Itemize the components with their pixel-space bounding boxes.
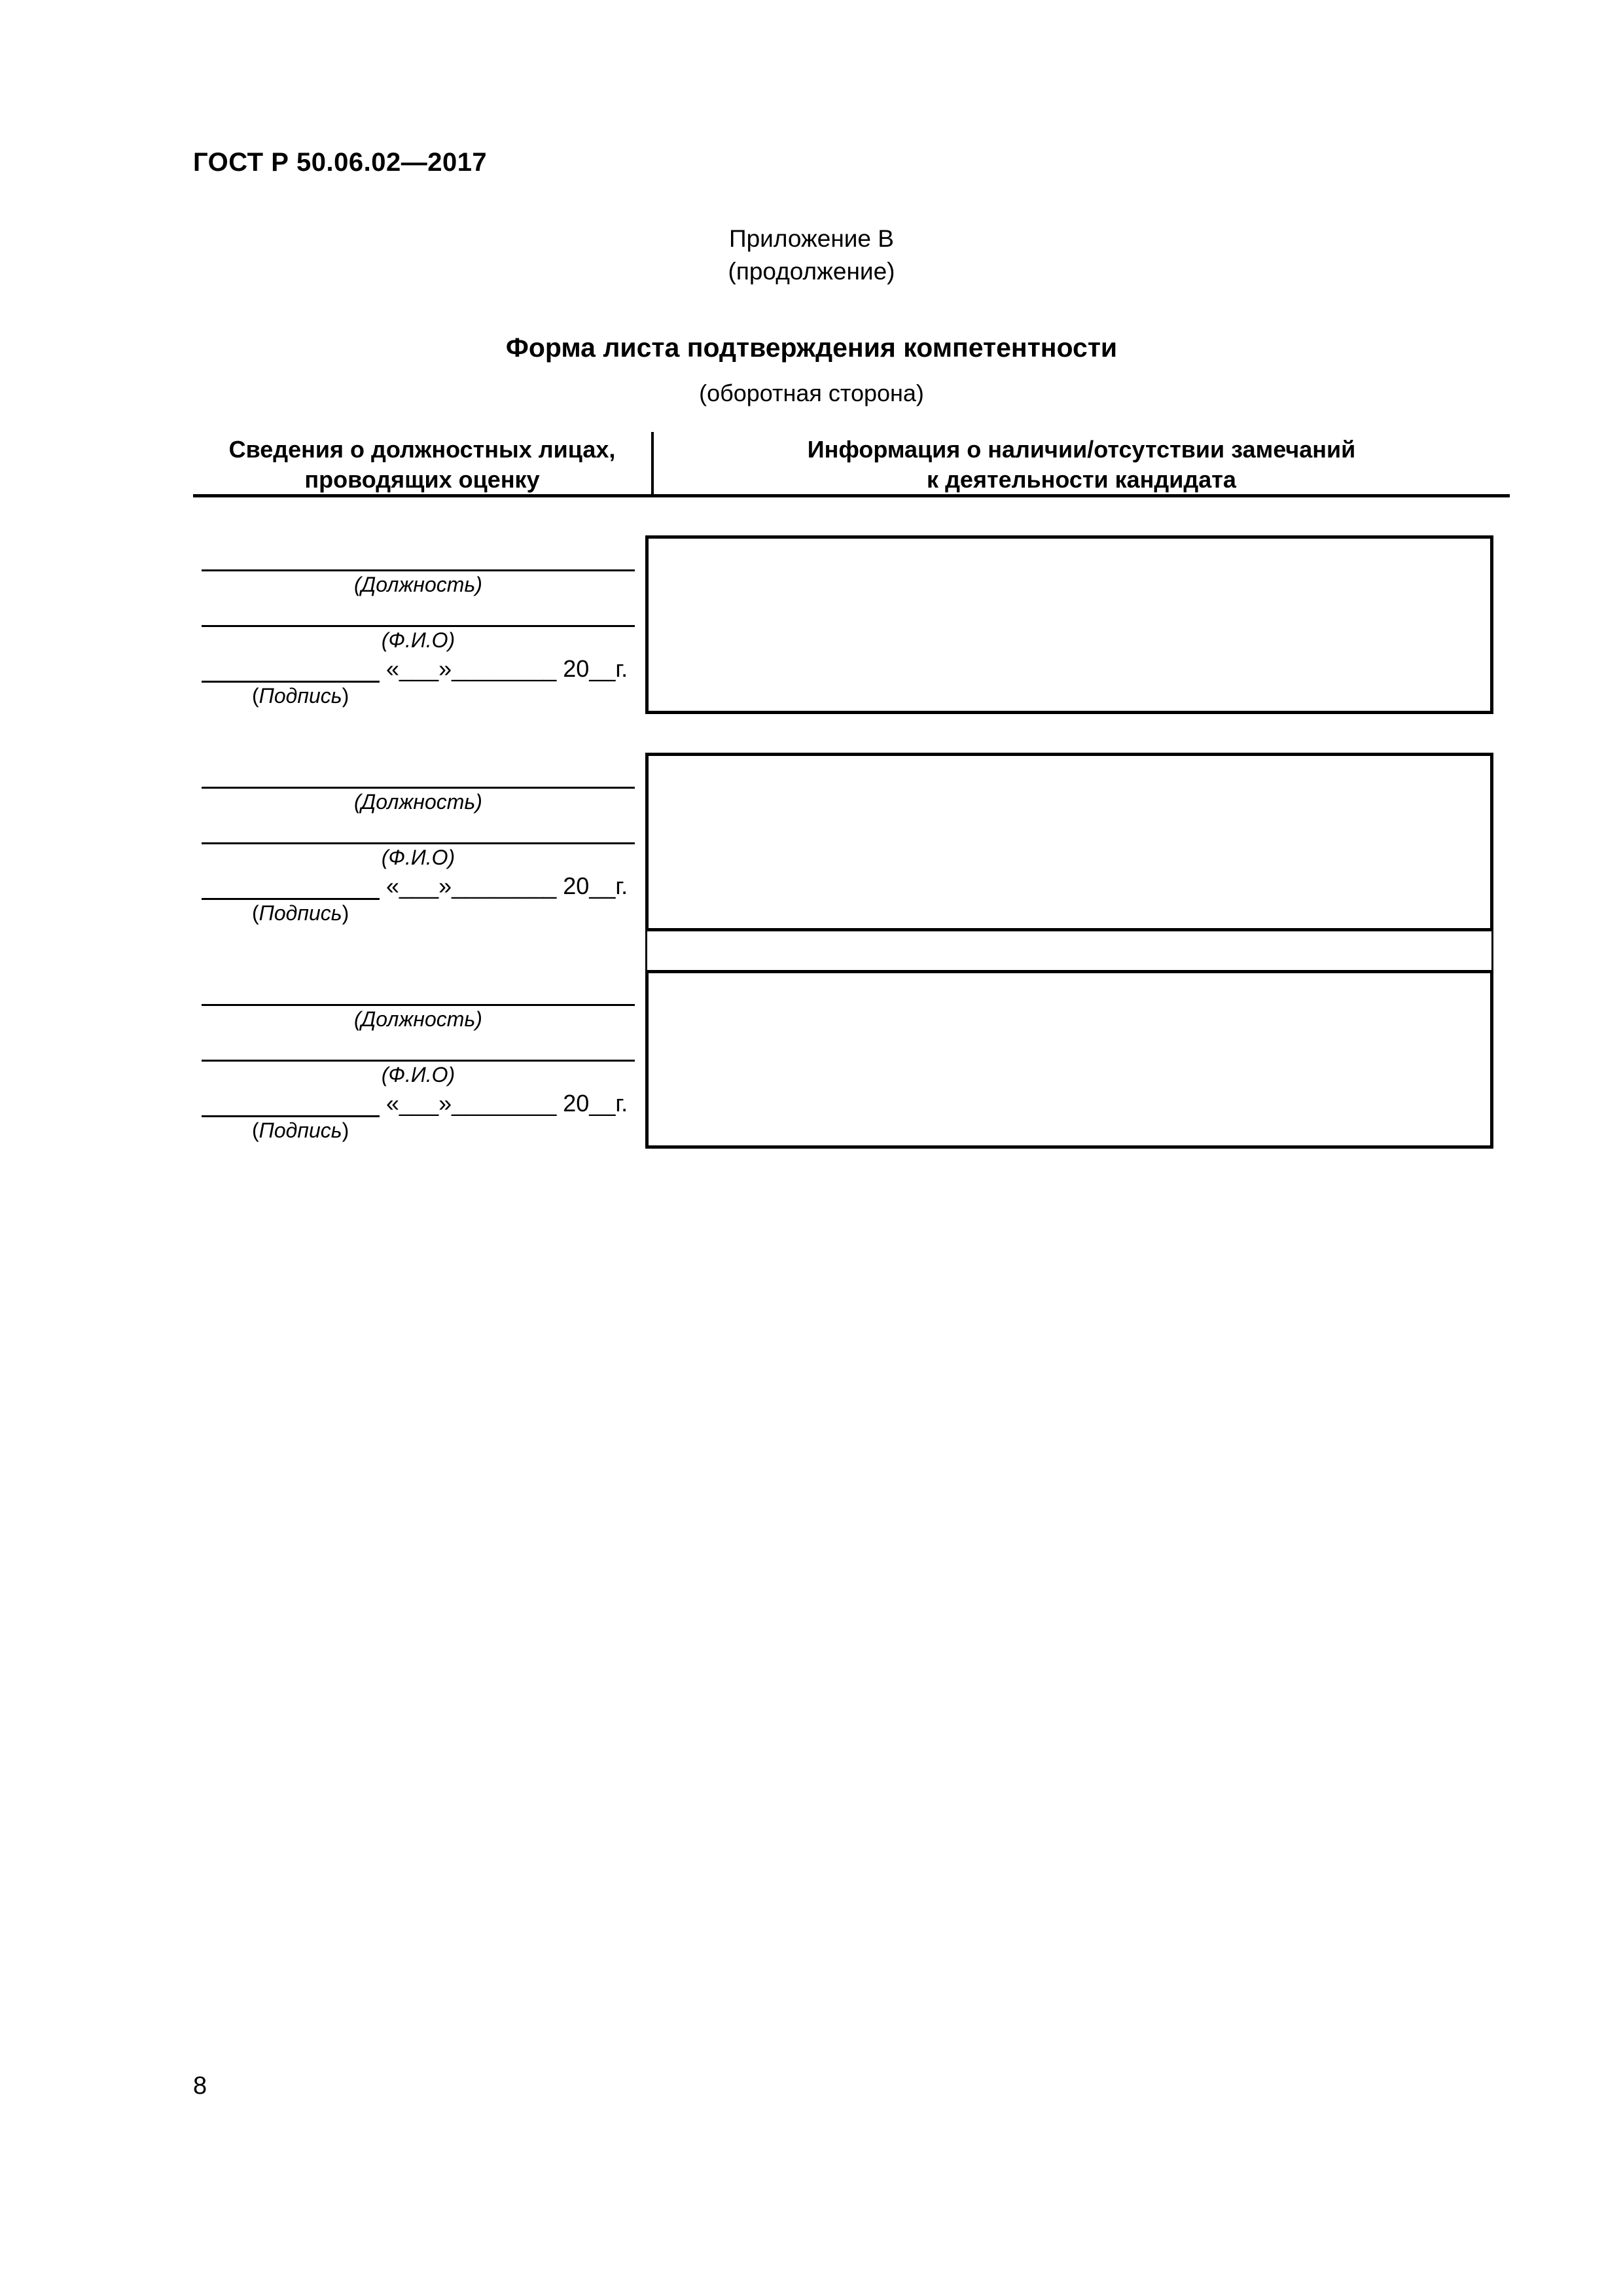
remarks-box-gap xyxy=(645,931,1493,971)
column-header-remarks-line1: Информация о наличии/отсутствии замечаний xyxy=(807,436,1356,463)
signature-caption-3: (Подпись) xyxy=(252,1119,349,1142)
column-divider xyxy=(651,432,654,495)
column-header-officials xyxy=(193,435,651,495)
date-field-1[interactable]: «___»________ 20__г. xyxy=(386,655,628,682)
column-header-officials-line1: Сведения о должностных лицах, xyxy=(228,436,616,463)
appendix-subtitle: (продолжение) xyxy=(728,258,895,285)
remarks-box-3[interactable] xyxy=(645,970,1493,1149)
name-caption-1: (Ф.И.О) xyxy=(381,628,455,652)
header-bottom-rule xyxy=(193,494,1510,497)
position-line-1[interactable] xyxy=(202,569,635,571)
signature-line-1[interactable] xyxy=(202,681,380,683)
remarks-box-2[interactable] xyxy=(645,753,1493,931)
signature-caption-text-1: Подпись xyxy=(259,684,342,708)
date-field-3[interactable]: «___»________ 20__г. xyxy=(386,1090,628,1117)
signature-line-3[interactable] xyxy=(202,1115,380,1117)
form-side-label: (оборотная сторона) xyxy=(699,380,924,406)
document-code: ГОСТ Р 50.06.02—2017 xyxy=(193,148,488,177)
position-line-2[interactable] xyxy=(202,787,635,789)
appendix-title: Приложение В xyxy=(729,225,894,252)
signature-caption-text-2: Подпись xyxy=(259,901,342,925)
name-caption-3: (Ф.И.О) xyxy=(381,1063,455,1086)
form-title: Форма листа подтверждения компетентности xyxy=(505,332,1118,363)
name-line-2[interactable] xyxy=(202,842,635,844)
signature-caption-text-3: Подпись xyxy=(259,1119,342,1142)
signature-caption-1: (Подпись) xyxy=(252,684,349,708)
position-caption-2: (Должность) xyxy=(354,790,482,814)
column-header-remarks-line2: к деятельности кандидата xyxy=(927,466,1236,493)
signature-caption-2: (Подпись) xyxy=(252,901,349,925)
remarks-box-1[interactable] xyxy=(645,535,1493,714)
name-line-1[interactable] xyxy=(202,625,635,627)
column-header-remarks xyxy=(654,435,1508,495)
column-header-officials-line2: проводящих оценку xyxy=(304,466,540,493)
signature-line-2[interactable] xyxy=(202,898,380,900)
name-line-3[interactable] xyxy=(202,1060,635,1062)
position-caption-1: (Должность) xyxy=(354,573,482,596)
position-caption-3: (Должность) xyxy=(354,1007,482,1031)
position-line-3[interactable] xyxy=(202,1004,635,1006)
name-caption-2: (Ф.И.О) xyxy=(381,846,455,869)
date-field-2[interactable]: «___»________ 20__г. xyxy=(386,872,628,899)
page-number: 8 xyxy=(193,2072,207,2100)
